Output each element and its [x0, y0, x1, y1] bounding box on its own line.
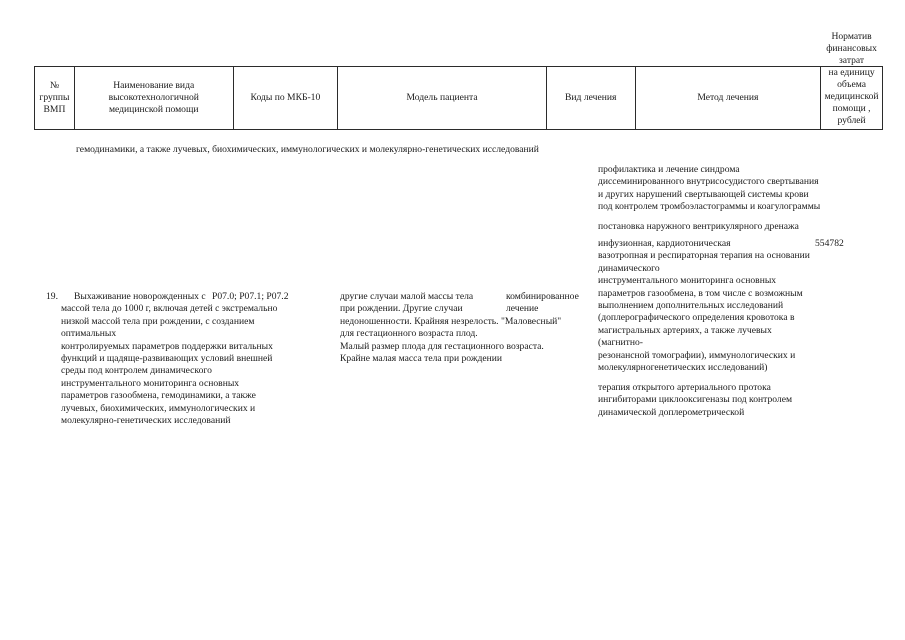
- row-care-name: [61, 291, 337, 427]
- row-care-name-text: Выхаживание новорожденных с массой тела до 1000 г, включая детей с экстремально низкой массой тела при рождении, с созданием оптимальных контролируемых параметров поддержки витальных функций и щадяще-развивающих условий внешней среды под контролем динамического инструментального мониторинга основных параметров газообмена, гемодинамики, а также лучевых, биохимических, иммунологических и молекулярно-генетических исследований: [61, 291, 278, 427]
- header-cost-norm: Норматив финансовых затрат на единицу объема медицинской помощи , рублей: [824, 31, 879, 126]
- row-number: 19.: [46, 291, 58, 302]
- row-icd-codes: P07.0; P07.1; P07.2: [212, 291, 289, 302]
- row-treatment-type: комбинированное лечение: [506, 291, 579, 315]
- table-header: [34, 31, 883, 130]
- method-item: инфузионная, кардиотоническая вазотропная и респираторная терапия на основании динамического инструментального мониторинга основных параметров газообмена, в том числе с возможным выполнением дополнительных исследований (доплерографического определения кровотока в магистральных артериях, а также лучевых (магнитно- резонансной томографии), иммунологических и молекулярногенетических исследований): [598, 238, 810, 374]
- row-patient-model: другие случаи малой массы тела при рождении. Другие случаи недоношенности. Крайняя незрелость. "Маловесный" для гестационного возраста плод. Малый размер плода для гестационного возраста. Крайне малая масса тела при рождении: [340, 291, 562, 365]
- continuation-text: гемодинамики, а также лучевых, биохимических, иммунологических и молекулярно-генетических исследований: [76, 144, 539, 155]
- method-item: терапия открытого артериального протока ингибиторами циклооксигеназы под контролем динамической доплерометрической: [598, 382, 793, 418]
- header-care-type: Наименование вида высокотехнологичной медицинской помощи: [75, 67, 234, 129]
- header-group-number: № группы ВМП: [35, 67, 75, 129]
- method-item: профилактика и лечение синдрома диссеминированного внутрисосудистого свертывания и других нарушений свертывающей системы крови под контролем тромбоэластограммы и коагулограммы: [598, 164, 821, 213]
- header-patient-model: Модель пациента: [338, 67, 547, 129]
- method-item: постановка наружного вентрикулярного дренажа: [598, 221, 799, 232]
- header-treatment-method: Метод лечения: [636, 67, 822, 129]
- header-icd-codes: Коды по МКБ-10: [234, 67, 339, 129]
- cost-value: 554782: [815, 238, 844, 249]
- header-treatment-type: Вид лечения: [547, 67, 636, 129]
